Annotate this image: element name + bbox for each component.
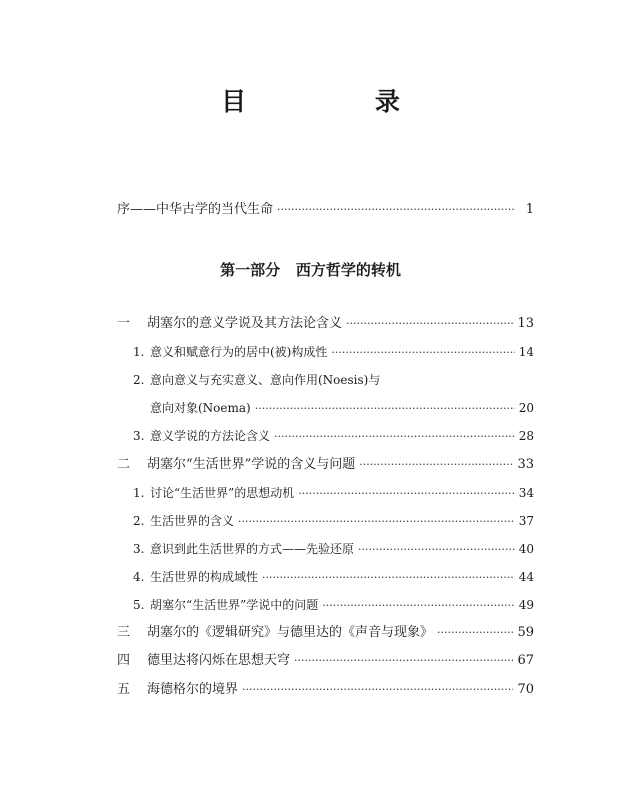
toc-entry-number: 二: [117, 457, 131, 472]
toc-page-number: 67: [517, 653, 534, 668]
dot-leader: [274, 427, 515, 447]
toc-entry-section[interactable]: [133, 511, 534, 531]
toc-entry-text: 德里达将闪烁在思想天穹: [147, 653, 291, 668]
toc-page-number: 33: [517, 457, 534, 472]
dot-leader: [277, 200, 516, 220]
toc-page-number: 37: [518, 514, 534, 528]
toc-page-number: 13: [517, 316, 534, 331]
toc-entry-chapter[interactable]: [117, 455, 534, 475]
dot-leader: [238, 512, 515, 532]
toc-entry-text: 胡塞尔的《逻辑研究》与德里达的《声音与现象》: [147, 625, 434, 640]
dot-leader: [359, 455, 513, 475]
toc-page-number: 70: [517, 682, 534, 697]
toc-entry-chapter[interactable]: [117, 651, 534, 671]
toc-entry-number: 三: [117, 625, 131, 640]
toc-page-number: 20: [518, 401, 534, 415]
toc-entry-number: 3.: [133, 542, 145, 556]
toc-page-number: 34: [518, 486, 534, 500]
toc-entry-text: 意向对象(Noema): [150, 401, 251, 415]
toc-entry-text: 讨论“生活世界”的思想动机: [150, 486, 295, 500]
toc-entry-section[interactable]: [133, 595, 534, 615]
dot-leader: [242, 680, 513, 700]
toc-entry-chapter[interactable]: [117, 623, 534, 643]
dot-leader: [298, 484, 514, 504]
toc-entry-number: 五: [117, 682, 131, 697]
dot-leader: [437, 623, 513, 643]
toc-entry-number: 四: [117, 653, 131, 668]
dot-leader: [294, 651, 513, 671]
toc-entry-section[interactable]: [133, 426, 534, 446]
dot-leader: [358, 540, 515, 560]
toc-entry-text: 生活世界的构成域性: [150, 570, 259, 584]
toc-page-number: 49: [518, 598, 534, 612]
toc-page-number: 14: [518, 345, 534, 359]
toc-entry-section-continuation[interactable]: [150, 398, 534, 418]
toc-entry-preface[interactable]: [117, 200, 534, 220]
toc-page-number: 44: [518, 570, 534, 584]
toc-entry-number: 4.: [133, 570, 145, 584]
page-title: 目 录: [221, 87, 460, 116]
toc-entry-number: 1.: [133, 345, 145, 359]
toc-entry-text: 意向意义与充实意义、意向作用(Noesis)与: [150, 373, 381, 387]
toc-entry-text: 胡塞尔“生活世界”学说中的问题: [150, 598, 319, 612]
toc-entry-section[interactable]: [133, 539, 534, 559]
toc-entry-number: 3.: [133, 429, 145, 443]
toc-entry-section[interactable]: [133, 342, 534, 362]
toc-entry-number: 5.: [133, 598, 145, 612]
toc-entry-chapter[interactable]: [117, 680, 534, 700]
toc-entry-text: 序——中华古学的当代生命: [117, 202, 274, 217]
dot-leader: [346, 314, 513, 334]
toc-entry-number: 2.: [133, 514, 145, 528]
toc-entry-text: 海德格尔的境界: [147, 682, 239, 697]
toc-entry-number: 1.: [133, 486, 145, 500]
toc-entry-text: 意义和赋意行为的居中(被)构成性: [150, 345, 328, 359]
part-heading: 第一部分 西方哲学的转机: [220, 261, 401, 279]
toc-entry-section[interactable]: [133, 370, 534, 390]
dot-leader: [322, 596, 514, 616]
toc-entry-text: 意识到此生活世界的方式——先验还原: [150, 542, 355, 556]
toc-entry-text: 意义学说的方法论含义: [150, 429, 271, 443]
toc-page-number: 28: [518, 429, 534, 443]
toc-entry-number: 一: [117, 316, 131, 331]
dot-leader: [255, 399, 515, 419]
toc-entry-chapter[interactable]: [117, 314, 534, 334]
toc-page-number: 40: [518, 542, 534, 556]
toc-entry-section[interactable]: [133, 483, 534, 503]
dot-leader: [262, 568, 515, 588]
toc-page-number: 59: [517, 625, 534, 640]
toc-page-number: 1: [525, 202, 534, 217]
dot-leader: [331, 343, 514, 363]
toc-entry-text: 生活世界的含义: [150, 514, 235, 528]
toc-entry-section[interactable]: [133, 567, 534, 587]
toc-entry-text: 胡塞尔的意义学说及其方法论含义: [147, 316, 343, 331]
toc-entry-text: 胡塞尔“生活世界”学说的含义与问题: [147, 457, 356, 472]
toc-entry-number: 2.: [133, 373, 145, 387]
